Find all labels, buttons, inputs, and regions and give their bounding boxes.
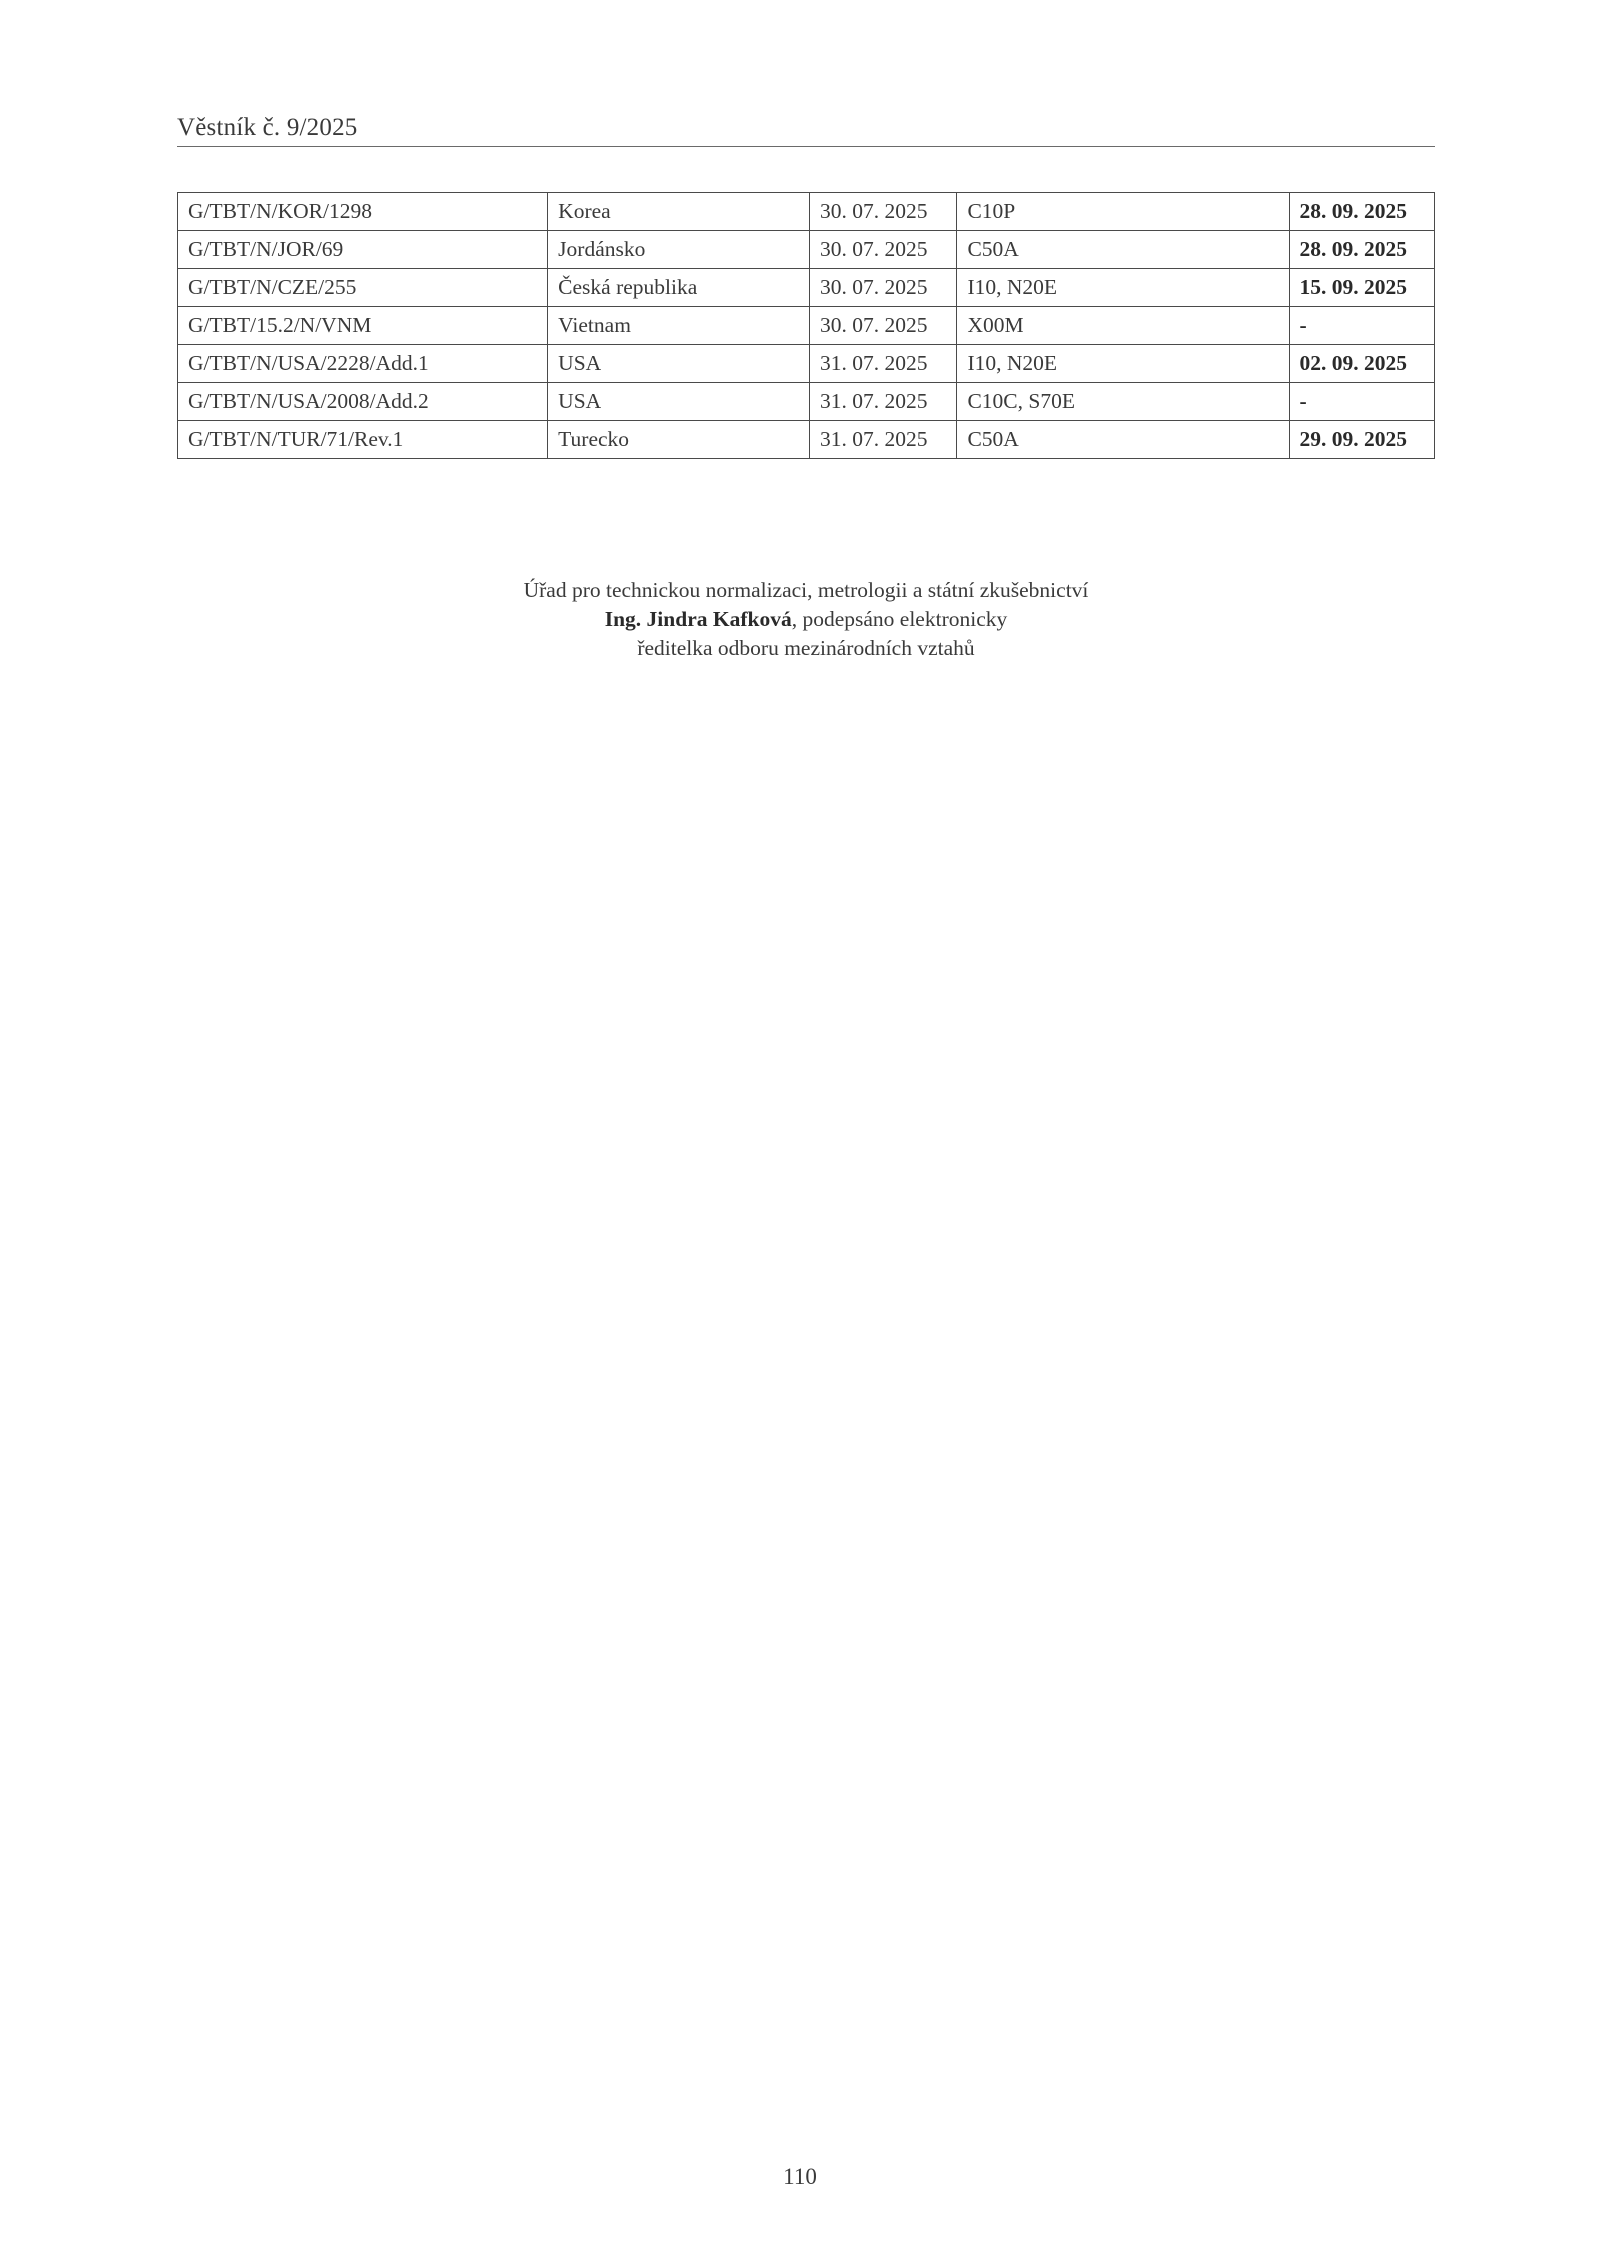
notifying-country: USA: [548, 383, 810, 421]
notification-code: G/TBT/N/USA/2008/Add.2: [178, 383, 548, 421]
notifying-country: Jordánsko: [548, 231, 810, 269]
notification-date: 30. 07. 2025: [810, 231, 957, 269]
signature-block: [177, 576, 1435, 663]
notification-code: G/TBT/N/KOR/1298: [178, 193, 548, 231]
comment-deadline: 29. 09. 2025: [1289, 421, 1434, 459]
notification-date: 31. 07. 2025: [810, 345, 957, 383]
notification-code: G/TBT/N/JOR/69: [178, 231, 548, 269]
classification-code: C50A: [957, 421, 1289, 459]
signatory-position: ředitelka odboru mezinárodních vztahů: [637, 636, 975, 660]
table-row: [178, 231, 1435, 269]
office-name: Úřad pro technickou normalizaci, metrologii a státní zkušebnictví: [523, 578, 1089, 602]
notification-code: G/TBT/N/TUR/71/Rev.1: [178, 421, 548, 459]
notifications-table: [177, 192, 1435, 459]
notification-code: G/TBT/15.2/N/VNM: [178, 307, 548, 345]
table-row: [178, 421, 1435, 459]
comment-deadline: 15. 09. 2025: [1289, 269, 1434, 307]
table-row: [178, 345, 1435, 383]
table-row: [178, 193, 1435, 231]
table-row: [178, 307, 1435, 345]
notification-date: 31. 07. 2025: [810, 421, 957, 459]
notifying-country: Česká republika: [548, 269, 810, 307]
classification-code: I10, N20E: [957, 269, 1289, 307]
comment-deadline: 02. 09. 2025: [1289, 345, 1434, 383]
signatory-line: [177, 605, 1435, 634]
notifying-country: USA: [548, 345, 810, 383]
table-row: [178, 269, 1435, 307]
notification-date: 30. 07. 2025: [810, 269, 957, 307]
classification-code: X00M: [957, 307, 1289, 345]
classification-code: C50A: [957, 231, 1289, 269]
notification-code: G/TBT/N/CZE/255: [178, 269, 548, 307]
classification-code: C10P: [957, 193, 1289, 231]
notifying-country: Korea: [548, 193, 810, 231]
signed-note: , podepsáno elektronicky: [791, 607, 1008, 631]
comment-deadline: -: [1289, 307, 1434, 345]
signatory-name: Ing. Jindra Kafková: [604, 607, 792, 631]
notification-code: G/TBT/N/USA/2228/Add.1: [178, 345, 548, 383]
notification-date: 30. 07. 2025: [810, 307, 957, 345]
notification-date: 30. 07. 2025: [810, 193, 957, 231]
notifying-country: Vietnam: [548, 307, 810, 345]
classification-code: I10, N20E: [957, 345, 1289, 383]
comment-deadline: 28. 09. 2025: [1289, 193, 1434, 231]
page-header: [177, 112, 1435, 147]
page-number: 110: [783, 2164, 817, 2189]
table-row: [178, 383, 1435, 421]
comment-deadline: 28. 09. 2025: [1289, 231, 1434, 269]
classification-code: C10C, S70E: [957, 383, 1289, 421]
notification-date: 31. 07. 2025: [810, 383, 957, 421]
bulletin-title: Věstník č. 9/2025: [177, 114, 358, 141]
comment-deadline: -: [1289, 383, 1434, 421]
notifying-country: Turecko: [548, 421, 810, 459]
